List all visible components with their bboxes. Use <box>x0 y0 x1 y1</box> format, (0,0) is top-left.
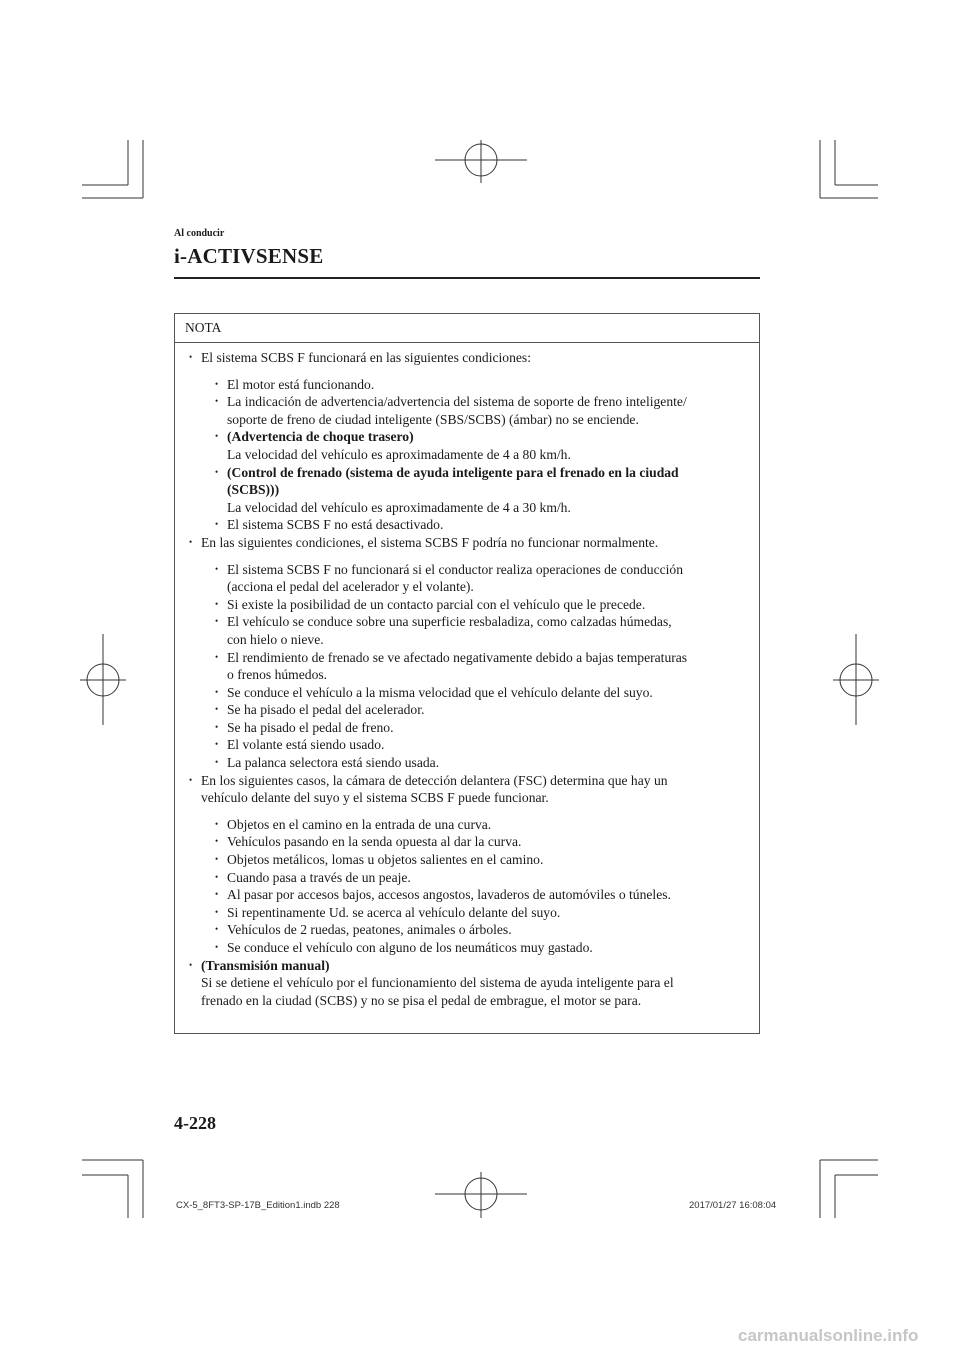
text-line: • La indicación de advertencia/advertencia del sistema de soporte de freno inteligente/ <box>227 394 687 410</box>
sub-bullet: • Se conduce el vehículo a la misma velocidad que el vehículo delante del suyo. <box>187 684 745 702</box>
title-rule <box>174 277 760 279</box>
sub-bullet: • Vehículos de 2 ruedas, peatones, animales o árboles. <box>187 921 745 939</box>
sub-bullet: • Objetos metálicos, lomas u objetos salientes en el camino. <box>187 851 745 869</box>
sub-bullet <box>187 613 745 648</box>
sub-heading: • (Transmisión manual) <box>201 957 330 973</box>
note-title: NOTA <box>175 314 759 343</box>
file-info: CX-5_8FT3-SP-17B_Edition1.indb 228 <box>176 1200 340 1211</box>
sub-bullet <box>187 464 745 517</box>
sub-bullet: • Objetos en el camino en la entrada de una curva. <box>187 816 745 834</box>
print-timestamp: 2017/01/27 16:08:04 <box>689 1200 777 1211</box>
sub-bullet <box>187 393 745 428</box>
text-line: frenado en la ciudad (SCBS) y no se pisa el pedal de embrague, el motor se para. <box>201 992 642 1008</box>
sub-bullet: • El sistema SCBS F no está desactivado. <box>187 516 745 534</box>
sub-bullet: • Si repentinamente Ud. se acerca al vehículo delante del suyo. <box>187 904 745 922</box>
sub-bullet: • El motor está funcionando. <box>187 376 745 394</box>
sub-heading: • (Control de frenado (sistema de ayuda inteligente para el frenado en la ciudad <box>227 464 679 480</box>
text-line: soporte de freno de ciudad inteligente (SBS/SCBS) (ámbar) no se enciende. <box>227 411 639 427</box>
sub-heading: (SCBS))) <box>227 482 280 498</box>
section-label: Al conducir <box>174 228 225 239</box>
text-line: con hielo o nieve. <box>227 631 324 647</box>
text-line: Si se detiene el vehículo por el funcionamiento del sistema de ayuda inteligente para el <box>201 975 674 991</box>
text-line: o frenos húmedos. <box>227 667 328 683</box>
sub-bullet: • El volante está siendo usado. <box>187 736 745 754</box>
text-line: • El vehículo se conduce sobre una superficie resbaladiza, como calzadas húmedas, <box>227 614 672 630</box>
watermark: carmanualsonline.info <box>738 1326 919 1345</box>
text-line: • El sistema SCBS F no funcionará si el conductor realiza operaciones de conducción <box>227 561 684 577</box>
sub-bullet: • Cuando pasa a través de un peaje. <box>187 869 745 887</box>
bullet-operating-conditions: • El sistema SCBS F funcionará en las siguientes condiciones: <box>187 349 745 367</box>
sub-bullet <box>187 428 745 463</box>
text-line: vehículo delante del suyo y el sistema SCBS F puede funcionar. <box>201 790 549 806</box>
text-line: • En los siguientes casos, la cámara de detección delantera (FSC) determina que hay un <box>201 772 668 788</box>
sub-bullet: • Se ha pisado el pedal del acelerador. <box>187 701 745 719</box>
sub-heading: • (Advertencia de choque trasero) <box>227 429 414 445</box>
bullet-manual-transmission <box>187 957 745 1010</box>
bullet-not-working-conditions: • En las siguientes condiciones, el sistema SCBS F podría no funcionar normalmente. <box>187 534 745 552</box>
page-title: i-ACTIVSENSE <box>174 244 324 268</box>
sub-bullet: • Si existe la posibilidad de un contacto parcial con el vehículo que le precede. <box>187 596 745 614</box>
sub-bullet: • La palanca selectora está siendo usada. <box>187 754 745 772</box>
sub-bullet <box>187 649 745 684</box>
note-body <box>175 343 759 1009</box>
sub-bullet: • Se ha pisado el pedal de freno. <box>187 719 745 737</box>
sub-bullet: • Vehículos pasando en la senda opuesta al dar la curva. <box>187 833 745 851</box>
page-number: 4-228 <box>174 1113 216 1133</box>
text-line: La velocidad del vehículo es aproximadamente de 4 a 30 km/h. <box>227 499 571 515</box>
text-line: (acciona el pedal del acelerador y el volante). <box>227 579 474 595</box>
sub-bullet <box>187 561 745 596</box>
text-line: La velocidad del vehículo es aproximadamente de 4 a 80 km/h. <box>227 446 571 462</box>
sub-bullet: • Al pasar por accesos bajos, accesos angostos, lavaderos de automóviles o túneles. <box>187 886 745 904</box>
note-box <box>174 313 760 1034</box>
text-line: • El rendimiento de frenado se ve afectado negativamente debido a bajas temperaturas <box>227 649 688 665</box>
sub-bullet: • Se conduce el vehículo con alguno de los neumáticos muy gastado. <box>187 939 745 957</box>
bullet-fsc-detection <box>187 772 745 807</box>
